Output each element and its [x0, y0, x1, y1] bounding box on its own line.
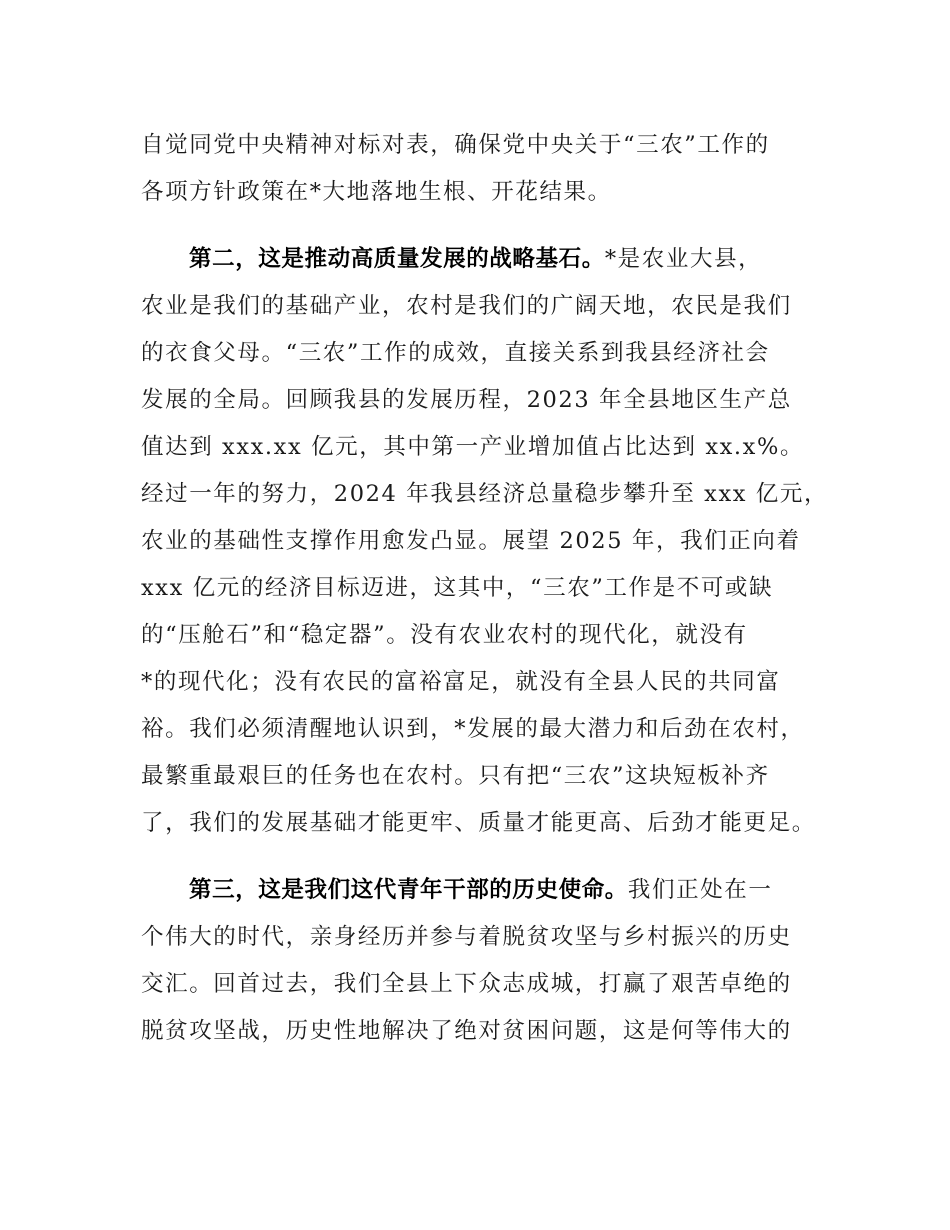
text-line: 自觉同党中央精神对标对表，确保党中央关于“三农”工作的 — [141, 132, 770, 158]
paragraph-heading: 第三，这是我们这代青年干部的历史使命。 — [189, 877, 628, 903]
text-line: 值达到 xxx.xx 亿元，其中第一产业增加值占比达到 xx.x%。 — [141, 434, 805, 460]
paragraph-third-point — [141, 867, 813, 1055]
text-line: 的衣食父母。“三农”工作的成效，直接关系到我县经济社会 — [141, 340, 770, 366]
paragraph-continuation — [141, 122, 813, 216]
text-line: 发展的全局。回顾我县的发展历程，2023 年全县地区生产总 — [141, 387, 792, 413]
text-line: 个伟大的时代，亲身经历并参与着脱贫攻坚与乡村振兴的历史 — [141, 924, 792, 950]
text-line: 交汇。回首过去，我们全县上下众志成城，打赢了艰苦卓绝的 — [141, 971, 792, 997]
text-run: 我们正处在一 — [627, 877, 773, 903]
text-run: *是农业大县， — [604, 246, 763, 272]
text-line: xxx 亿元的经济目标迈进，这其中，“三农”工作是不可或缺 — [141, 575, 774, 601]
text-line: 各项方针政策在*大地落地生根、开花结果。 — [141, 179, 612, 205]
text-line: 了，我们的发展基础才能更牢、质量才能更高、后劲才能更足。 — [141, 810, 816, 836]
paragraph-second-point — [141, 236, 829, 847]
text-line: 脱贫攻坚战，历史性地解决了绝对贫困问题，这是何等伟大的 — [141, 1018, 792, 1044]
text-line: 经过一年的努力，2024 年我县经济总量稳步攀升至 xxx 亿元， — [141, 481, 829, 507]
paragraph-heading: 第二，这是推动高质量发展的战略基石。 — [189, 246, 605, 272]
text-line — [141, 236, 813, 283]
text-line — [141, 867, 813, 914]
text-line: *的现代化；没有农民的富裕富足，就没有全县人民的共同富 — [141, 669, 781, 695]
text-line: 最繁重最艰巨的任务也在农村。只有把“三农”这块短板补齐 — [141, 763, 770, 789]
text-line: 裕。我们必须清醒地认识到，*发展的最大潜力和后劲在农村， — [141, 716, 805, 742]
document-page — [141, 122, 829, 1055]
text-line: 的“压舱石”和“稳定器”。没有农业农村的现代化，就没有 — [141, 622, 748, 648]
text-line: 农业是我们的基础产业，农村是我们的广阔天地，农民是我们 — [141, 293, 792, 319]
text-line: 农业的基础性支撑作用愈发凸显。展望 2025 年，我们正向着 — [141, 528, 801, 554]
